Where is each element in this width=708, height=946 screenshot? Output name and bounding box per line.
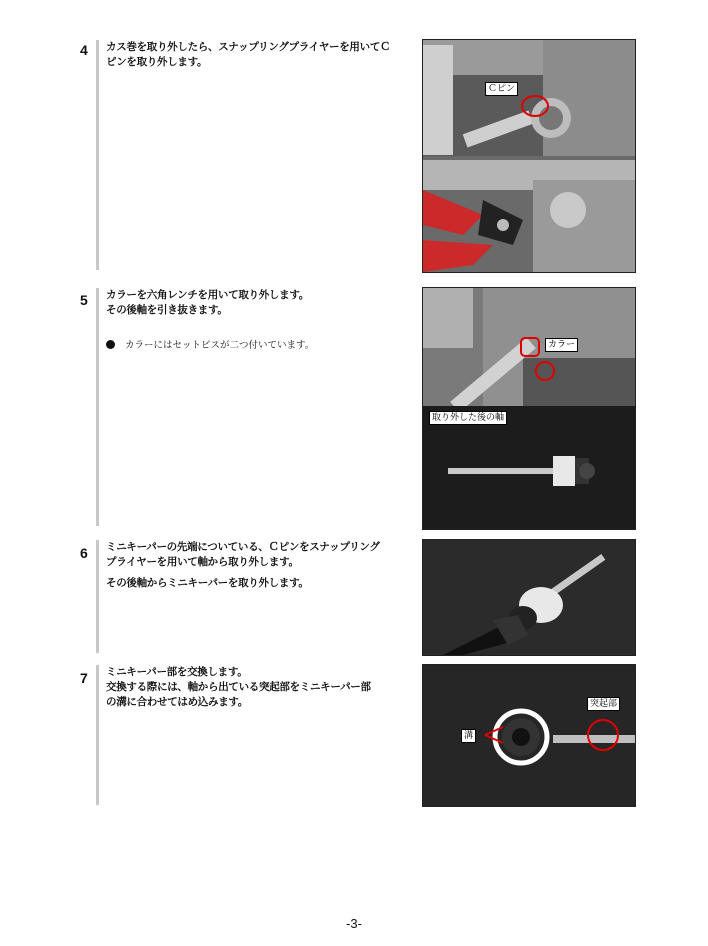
step-divider (96, 665, 99, 805)
step-text (106, 665, 411, 710)
page-number: -3- (346, 916, 362, 931)
step-text (106, 288, 411, 318)
step-divider (96, 540, 99, 653)
step-4-photo (422, 39, 636, 273)
step-divider (96, 288, 99, 526)
step-divider (96, 40, 99, 270)
step-number: 5 (80, 292, 88, 308)
step-line: その後軸からミニキーパーを取り外します。 (106, 577, 309, 589)
note-text: カラーにはセットビスが二つ付いています。 (125, 340, 315, 351)
protrusion-label: 突起部 (587, 697, 620, 711)
step-line: カラーを六角レンチを用いて取り外します。 (106, 289, 309, 301)
c-pin-label: Ｃピン (485, 82, 518, 96)
removed-shaft-label: 取り外した後の軸 (429, 411, 507, 425)
step-6-photo (422, 539, 636, 656)
step-number: 4 (80, 42, 88, 58)
note-bullet (106, 337, 314, 351)
groove-label: 溝 (461, 729, 476, 743)
bullet-dot (106, 340, 115, 349)
step-number: 7 (80, 670, 88, 686)
step-5-photo (422, 287, 636, 530)
step-line: 交換する際には、軸から出ている突起部をミニキーパー部 (106, 681, 371, 693)
step-line: プライヤーを用いて軸から取り外します。 (106, 556, 299, 568)
collar-label: カラー (545, 338, 578, 352)
step-7-photo (422, 664, 636, 807)
step-text (106, 540, 411, 591)
step-line: ミニキーパーの先端についている、Ｃピンをスナップリング (106, 541, 380, 553)
step-line: ミニキーパー部を交換します。 (106, 666, 248, 678)
step-line: の溝に合わせてはめ込みます。 (106, 696, 248, 708)
step-line: カス巻を取り外したら、スナップリングプライヤーを用いてＣ (106, 41, 391, 53)
step-line: ピンを取り外します。 (106, 56, 208, 68)
step-text (106, 40, 411, 70)
step-line: その後軸を引き抜きます。 (106, 304, 228, 316)
step-number: 6 (80, 545, 88, 561)
